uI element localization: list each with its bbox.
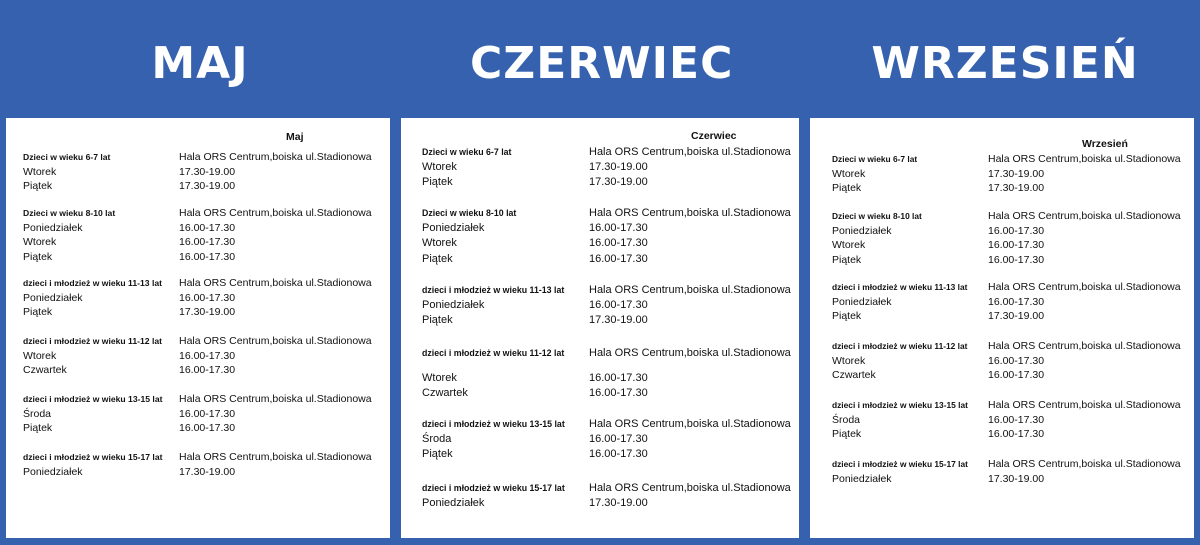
age-group-header [832, 209, 1194, 224]
session-time: 16.00-17.30 [179, 407, 236, 420]
panel-title: Maj [286, 131, 304, 143]
venue-label: Hala ORS Centrum,boiska ul.Stadionowa [179, 451, 372, 463]
session-time: 17.30-19.00 [589, 161, 648, 174]
session-row [23, 235, 390, 250]
venue-label: Hala ORS Centrum,boiska ul.Stadionowa [179, 207, 372, 219]
venue-label: Hala ORS Centrum,boiska ul.Stadionowa [988, 399, 1181, 411]
venue-label: Hala ORS Centrum,boiska ul.Stadionowa [179, 277, 372, 289]
session-row [23, 221, 390, 236]
age-group-header [832, 398, 1194, 413]
age-group-header [23, 450, 390, 465]
session-row [832, 354, 1194, 369]
schedule-panel-june [401, 118, 799, 538]
age-group-label: dzieci i młodzież w wieku 11-12 lat [422, 348, 565, 358]
age-group-label: dzieci i młodzież w wieku 15-17 lat [23, 452, 163, 462]
session-day: Piątek [832, 310, 862, 322]
session-day: Poniedziałek [832, 224, 892, 237]
session-row [23, 421, 390, 436]
session-row [422, 371, 799, 386]
session-time: 16.00-17.30 [179, 349, 236, 362]
session-row [422, 236, 799, 251]
session-time: 17.30-19.00 [589, 497, 648, 510]
session-time: 16.00-17.30 [589, 448, 648, 461]
session-time: 17.30-19.00 [179, 306, 236, 318]
session-time: 16.00-17.30 [589, 433, 648, 446]
session-day: Poniedziałek [23, 221, 83, 234]
session-day: Wtorek [422, 372, 457, 385]
session-row [23, 179, 390, 194]
age-group [23, 392, 390, 436]
age-group-header [422, 145, 799, 160]
session-day: Czwartek [422, 387, 468, 400]
age-group-header [23, 206, 390, 221]
session-time: 16.00-17.30 [988, 295, 1045, 308]
age-group [832, 209, 1194, 267]
age-group-label: dzieci i młodzież w wieku 11-13 lat [832, 282, 968, 292]
session-time: 16.00-17.30 [589, 372, 648, 385]
age-group [23, 334, 390, 378]
session-day: Piątek [832, 428, 862, 440]
session-day: Piątek [23, 250, 53, 263]
session-day: Piątek [23, 422, 53, 434]
session-time: 16.00-17.30 [988, 354, 1045, 367]
session-time: 16.00-17.30 [988, 224, 1045, 237]
session-time: 16.00-17.30 [179, 221, 236, 234]
session-day: Poniedziałek [832, 472, 892, 485]
session-row [832, 253, 1194, 268]
session-row [23, 407, 390, 422]
age-group [422, 283, 799, 329]
session-day: Wtorek [23, 165, 57, 178]
session-row [832, 413, 1194, 428]
schedule-panel-september [810, 118, 1194, 538]
venue-label: Hala ORS Centrum,boiska ul.Stadionowa [589, 146, 791, 158]
session-row [422, 313, 799, 328]
session-day: Wtorek [422, 161, 457, 174]
age-group-header [832, 152, 1194, 167]
panel-title: Wrzesień [1082, 138, 1128, 150]
session-day: Poniedziałek [422, 299, 485, 312]
session-day: Wtorek [832, 167, 866, 180]
session-day: Piątek [422, 252, 453, 265]
age-group-label: dzieci i młodzież w wieku 15-17 lat [832, 459, 968, 469]
venue-label: Hala ORS Centrum,boiska ul.Stadionowa [589, 347, 791, 359]
venue-label: Hala ORS Centrum,boiska ul.Stadionowa [589, 418, 791, 430]
age-group-header [422, 417, 799, 432]
session-time: 17.30-19.00 [179, 465, 236, 478]
age-group [832, 152, 1194, 196]
session-time: 16.00-17.30 [179, 236, 236, 248]
session-day: Czwartek [832, 369, 876, 381]
age-group-header [832, 280, 1194, 295]
session-day: Wtorek [422, 237, 457, 250]
age-group [832, 457, 1194, 486]
venue-label: Hala ORS Centrum,boiska ul.Stadionowa [179, 151, 372, 163]
age-group-header [23, 392, 390, 407]
age-group-label: Dzieci w wieku 6-7 lat [422, 147, 512, 157]
age-group [23, 206, 390, 264]
session-row [422, 386, 799, 401]
session-row [422, 160, 799, 175]
age-group-header [23, 276, 390, 291]
age-group-header [23, 334, 390, 349]
session-row [422, 221, 799, 236]
session-day: Piątek [422, 448, 453, 461]
session-row [422, 432, 799, 447]
session-row [832, 167, 1194, 182]
age-group-label: Dzieci w wieku 6-7 lat [832, 154, 918, 164]
venue-label: Hala ORS Centrum,boiska ul.Stadionowa [589, 482, 791, 494]
session-time: 16.00-17.30 [179, 250, 236, 263]
session-row [832, 427, 1194, 442]
session-row [832, 472, 1194, 487]
session-day: Środa [422, 433, 452, 446]
session-row [23, 291, 390, 306]
session-row [23, 165, 390, 180]
schedule-panel-may [6, 118, 390, 538]
session-time: 16.00-17.30 [988, 413, 1045, 426]
session-row [832, 181, 1194, 196]
age-group [422, 145, 799, 191]
session-row [832, 238, 1194, 253]
session-row [832, 309, 1194, 324]
age-group-header [422, 481, 799, 496]
venue-label: Hala ORS Centrum,boiska ul.Stadionowa [179, 393, 372, 405]
venue-label: Hala ORS Centrum,boiska ul.Stadionowa [988, 281, 1181, 293]
session-day: Piątek [23, 306, 53, 318]
venue-label: Hala ORS Centrum,boiska ul.Stadionowa [179, 335, 372, 347]
session-time: 17.30-19.00 [589, 176, 648, 189]
age-group-header [422, 206, 799, 221]
session-day: Piątek [832, 182, 862, 194]
session-row [23, 363, 390, 378]
session-time: 16.00-17.30 [179, 291, 236, 304]
age-group [23, 450, 390, 479]
session-day: Piątek [832, 253, 862, 266]
age-group-header [23, 150, 390, 165]
age-group [832, 339, 1194, 383]
age-group-label: dzieci i młodzież w wieku 13-15 lat [23, 394, 163, 404]
age-group [23, 276, 390, 320]
session-time: 17.30-19.00 [988, 167, 1045, 180]
heading-may: MAJ [151, 38, 249, 89]
age-group [422, 346, 799, 402]
session-day: Piątek [422, 314, 453, 327]
age-group [422, 417, 799, 463]
session-row [422, 496, 799, 511]
session-time: 16.00-17.30 [988, 428, 1045, 440]
session-row [23, 305, 390, 320]
session-day: Wtorek [832, 354, 866, 367]
age-group-label: dzieci i młodzież w wieku 11-13 lat [23, 278, 162, 288]
age-group-label: dzieci i młodzież w wieku 11-12 lat [23, 336, 162, 346]
session-day: Poniedziałek [23, 291, 83, 304]
venue-label: Hala ORS Centrum,boiska ul.Stadionowa [988, 210, 1181, 222]
age-group-label: dzieci i młodzież w wieku 11-12 lat [832, 341, 968, 351]
venue-label: Hala ORS Centrum,boiska ul.Stadionowa [988, 458, 1181, 470]
session-time: 16.00-17.30 [988, 253, 1045, 266]
session-row [422, 298, 799, 313]
age-group-label: dzieci i młodzież w wieku 15-17 lat [422, 483, 565, 493]
heading-june: CZERWIEC [470, 38, 734, 89]
session-row [422, 252, 799, 267]
age-group-label: dzieci i młodzież w wieku 13-15 lat [422, 419, 565, 429]
age-group-header [832, 457, 1194, 472]
session-time: 17.30-19.00 [988, 182, 1045, 194]
age-group-label: Dzieci w wieku 6-7 lat [23, 152, 111, 162]
age-group-header [422, 283, 799, 298]
session-day: Wtorek [832, 239, 866, 251]
session-day: Poniedziałek [23, 465, 83, 478]
session-time: 17.30-19.00 [988, 472, 1045, 485]
age-group [23, 150, 390, 194]
session-time: 16.00-17.30 [589, 252, 648, 265]
session-day: Środa [23, 407, 52, 420]
age-group [832, 280, 1194, 324]
session-row [832, 368, 1194, 383]
session-day: Wtorek [23, 236, 57, 248]
session-time: 16.00-17.30 [589, 299, 648, 312]
age-group-header [832, 339, 1194, 354]
age-group-label: dzieci i młodzież w wieku 11-13 lat [422, 285, 565, 295]
age-group [422, 206, 799, 267]
venue-label: Hala ORS Centrum,boiska ul.Stadionowa [589, 207, 791, 219]
session-row [832, 224, 1194, 239]
session-time: 17.30-19.00 [589, 314, 648, 327]
age-group [832, 398, 1194, 442]
session-time: 17.30-19.00 [179, 180, 236, 192]
session-time: 16.00-17.30 [179, 364, 236, 376]
session-time: 16.00-17.30 [988, 239, 1045, 251]
session-row [422, 447, 799, 462]
age-group-label: dzieci i młodzież w wieku 13-15 lat [832, 400, 968, 410]
session-row [832, 295, 1194, 310]
session-row [23, 465, 390, 480]
session-time: 17.30-19.00 [179, 165, 236, 178]
panel-title: Czerwiec [691, 130, 737, 142]
session-day: Czwartek [23, 364, 67, 376]
session-row [422, 175, 799, 190]
age-group-header [422, 346, 799, 361]
session-time: 16.00-17.30 [179, 422, 236, 434]
session-row [23, 250, 390, 265]
session-day: Poniedziałek [422, 497, 485, 510]
session-time: 16.00-17.30 [988, 369, 1045, 381]
venue-label: Hala ORS Centrum,boiska ul.Stadionowa [988, 153, 1181, 165]
age-group-label: Dzieci w wieku 8-10 lat [422, 208, 517, 218]
session-day: Piątek [23, 180, 53, 192]
venue-label: Hala ORS Centrum,boiska ul.Stadionowa [589, 284, 791, 296]
session-time: 17.30-19.00 [988, 310, 1045, 322]
session-day: Wtorek [23, 349, 57, 362]
session-day: Piątek [422, 176, 453, 189]
venue-label: Hala ORS Centrum,boiska ul.Stadionowa [988, 340, 1181, 352]
session-day: Środa [832, 413, 861, 426]
age-group-label: Dzieci w wieku 8-10 lat [23, 208, 116, 218]
session-row [23, 349, 390, 364]
age-group-label: Dzieci w wieku 8-10 lat [832, 211, 922, 221]
session-time: 16.00-17.30 [589, 237, 648, 250]
heading-september: WRZESIEŃ [871, 38, 1139, 89]
session-day: Poniedziałek [422, 222, 485, 235]
session-time: 16.00-17.30 [589, 222, 648, 235]
session-day: Poniedziałek [832, 295, 892, 308]
age-group [422, 481, 799, 511]
session-time: 16.00-17.30 [589, 387, 648, 400]
